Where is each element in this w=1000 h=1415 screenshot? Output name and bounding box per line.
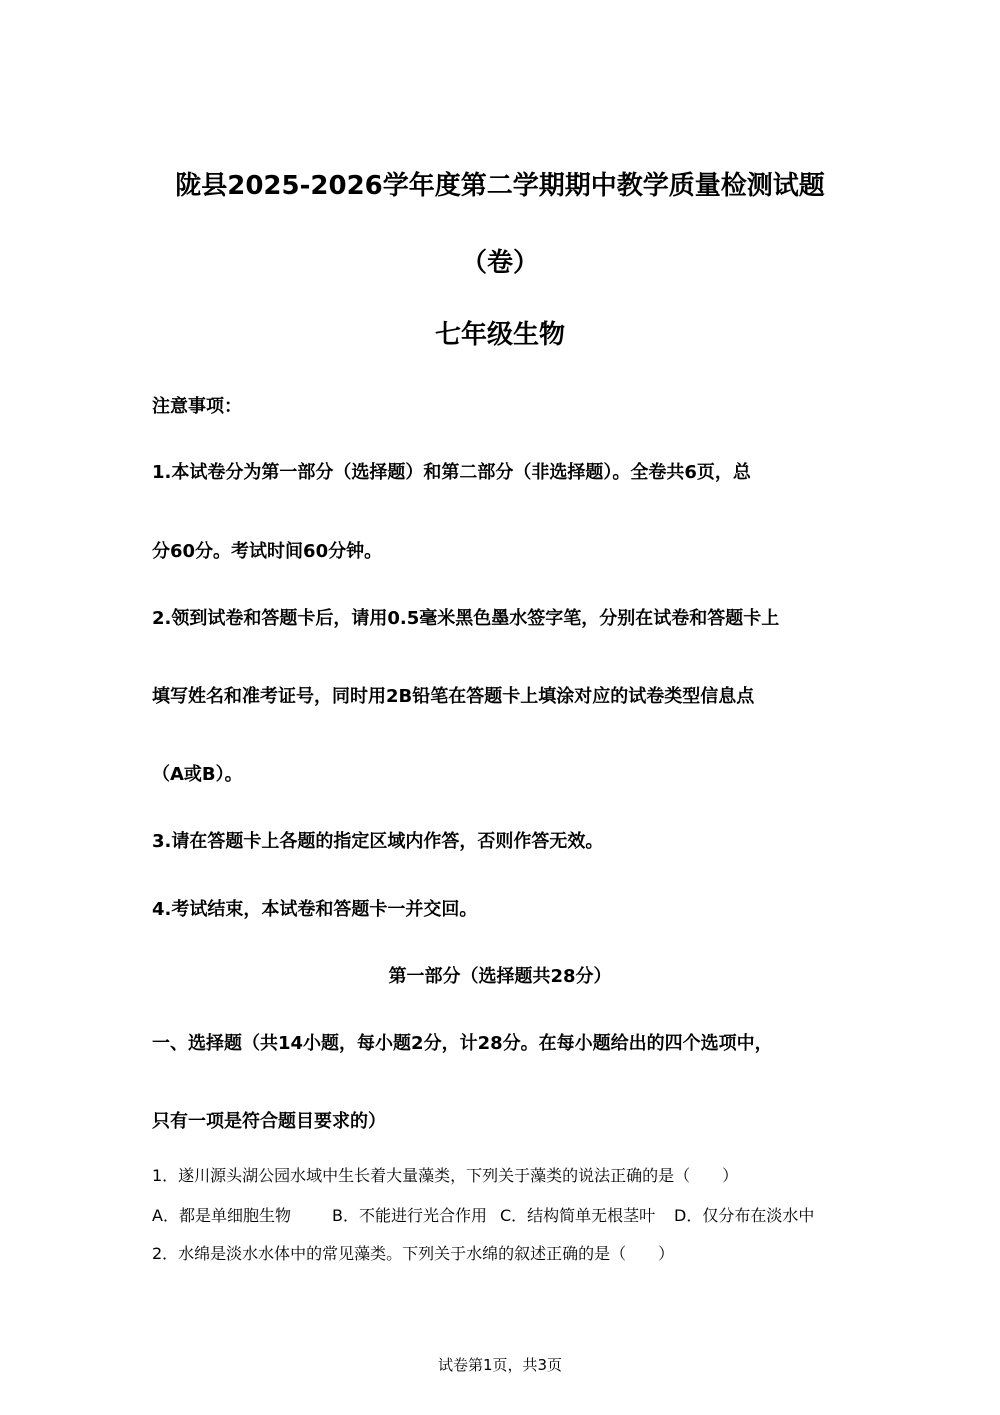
- notice-item-2-line-1: 2.领到试卷和答题卡后，请用0.5毫米黑色墨水签字笔，分别在试卷和答题卡上: [152, 608, 780, 629]
- notice-item-4: 4.考试结束，本试卷和答题卡一并交回。: [152, 899, 478, 920]
- part1-heading: 第一部分（选择题共28分）: [388, 966, 612, 987]
- section-instruction-line-2: 只有一项是符合题目要求的）: [152, 1111, 386, 1132]
- subject-title: 七年级生物: [434, 320, 565, 350]
- notice-item-3: 3.请在答题卡上各题的指定区域内作答，否则作答无效。: [152, 831, 604, 852]
- question-1-option-b: B．不能进行光合作用: [332, 1206, 487, 1225]
- question-1-stem: 1．遂川源头湖公园水域中生长着大量藻类，下列关于藻类的说法正确的是（ ）: [152, 1166, 739, 1185]
- page-footer: 试卷第1页，共3页: [437, 1356, 563, 1374]
- exam-title-suffix: （卷）: [460, 248, 539, 278]
- notice-item-1-line-2: 分60分。考试时间60分钟。: [152, 541, 383, 562]
- section-instruction-line-1: 一、选择题（共14小题，每小题2分，计28分。在每小题给出的四个选项中，: [152, 1033, 773, 1054]
- notice-item-1-line-1: 1.本试卷分为第一部分（选择题）和第二部分（非选择题）。全卷共6页，总: [152, 462, 751, 483]
- exam-title: 陇县2025-2026学年度第二学期期中教学质量检测试题: [175, 171, 825, 201]
- question-1-option-a: A．都是单细胞生物: [152, 1206, 291, 1225]
- question-1-option-c: C．结构简单无根茎叶: [500, 1206, 656, 1225]
- notice-heading: 注意事项：: [152, 396, 242, 417]
- question-2-stem: 2．水绵是淡水水体中的常见藻类。下列关于水绵的叙述正确的是（ ）: [152, 1244, 675, 1263]
- notice-item-2-line-2: 填写姓名和准考证号，同时用2B铅笔在答题卡上填涂对应的试卷类型信息点: [152, 686, 755, 707]
- question-1-options: [152, 1208, 814, 1224]
- question-1-option-d: D．仅分布在淡水中: [674, 1206, 815, 1225]
- notice-item-2-line-3: （A或B）。: [152, 764, 243, 785]
